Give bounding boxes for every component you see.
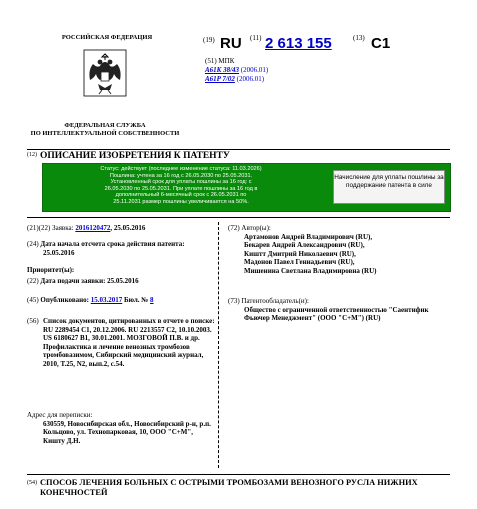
author-name: Мадонов Павел Геннадьевич (RU), [244,258,355,266]
agency-name-line1: ФЕДЕРАЛЬНАЯ СЛУЖБА [64,122,146,129]
filing-date-field: (22) Дата подачи заявки: 25.05.2016 [27,277,139,285]
code-13: (13) [353,34,365,42]
divider [27,474,450,475]
invention-title-code: (54) [27,480,37,486]
author-name: Бекарев Андрей Александрович (RU), [244,241,365,249]
cited-documents-field: (56) Список документов, цитированных в отчете о поиске: RU 2289454 C1, 20.12.2006. RU 2213557 C2, 10.10.2003. US 6180627 B1, 30.01.2001. МОЗГОВОЙ П.В. и др. Профилактика и лечение венозных тромбозов тромбовазимом, Сибирский медицинский журнал, 2010, Т.25, N2, вып.2, с.54. [27,317,215,368]
ipc-date: (2006.01) [236,75,265,83]
code-11: (11) [250,34,262,42]
mpk-label: (51) МПК [205,57,235,65]
fee-payment-button[interactable]: Начисление для уплаты пошлины за поддержание патента в силе [333,170,445,204]
coat-of-arms-emblem [80,44,130,116]
application-number-link[interactable]: 2016120472 [75,224,111,232]
ipc-code-link[interactable]: A61P 7/02 [205,75,235,83]
priority-label: Приоритет(ы): [27,266,75,274]
start-date-field: (24) Дата начала отсчета срока действия патента: 25.05.2016 [27,240,185,257]
country-name: РОССИЙСКАЯ ФЕДЕРАЦИЯ [61,34,153,41]
bulletin-number-link[interactable]: 8 [150,296,154,304]
publication-date-link[interactable]: 15.03.2017 [90,296,123,304]
patent-holder-field: (73) Патентообладатель(и): Общество с ограниченной ответственностью "Саентифик Фьючер Менеджмент" (ООО "С+М") (RU) [228,297,429,322]
status-text: Статус: действует (последнее изменение статуса: 11.03.2026) Пошлина: учтена за 16 год с 26.05.2030 по 25.05.2031. Установленный срок для уплаты пошлины за 16 год: с 26.05.2030 по 25.05.2031. При уплате пошлины за 16 год в дополнительный 6-месячный срок с 26.05.2031 по 25.11.2031 размер пошлины увеличивается на 50%. [100,166,262,205]
authors-field: (72) Автор(ы): Артамонов Андрей Владимирович (RU), Бекарев Андрей Александрович (RU), Киштт Дмитрий Николаевич (RU), Мадонов Павел Геннадьевич (RU), Мишенина Светлана Владимировна (RU) [228,224,443,275]
divider [27,217,450,218]
agency-name-line2: ПО ИНТЕЛЛЕКТУАЛЬНОЙ СОБСТВЕННОСТИ [30,130,180,137]
author-name: Артамонов Андрей Владимирович (RU), [244,232,373,241]
ipc-row [205,75,264,83]
invention-title: СПОСОБ ЛЕЧЕНИЯ БОЛЬНЫХ С ОСТРЫМИ ТРОМБОЗАМИ ВЕНОЗНОГО РУСЛА НИЖНИХ КОНЕЧНОСТЕЙ [40,478,418,497]
ipc-row [205,66,268,74]
author-name: Мишенина Светлана Владимировна (RU) [244,266,377,275]
application-field: (21)(22) Заявка: 2016120472, 25.05.2016 [27,224,146,232]
ipc-code-link[interactable]: A61K 38/43 [205,66,240,74]
kind-code: C1 [371,35,391,52]
column-separator [218,222,219,468]
title-code: (12) [27,152,37,158]
status-box [42,163,451,212]
ipc-date: (2006.01) [240,66,269,74]
document-title: ОПИСАНИЕ ИЗОБРЕТЕНИЯ К ПАТЕНТУ [40,151,230,161]
patent-number-link[interactable]: 2 613 155 [265,35,332,52]
divider [27,149,450,150]
code-19: (19) [203,36,215,44]
author-name: Киштт Дмитрий Николаевич (RU), [244,249,356,258]
address-field: Адрес для переписки: 630559, Новосибирская обл., Новосибирский р-н, р.п. Кольцово, ул. Технопарковая, 10, ООО "С+М", Кишту Д.Н. [27,411,211,445]
country-code-ru: RU [220,35,242,52]
published-field: (45) Опубликовано: 15.03.2017 Бюл. № 8 [27,296,154,304]
